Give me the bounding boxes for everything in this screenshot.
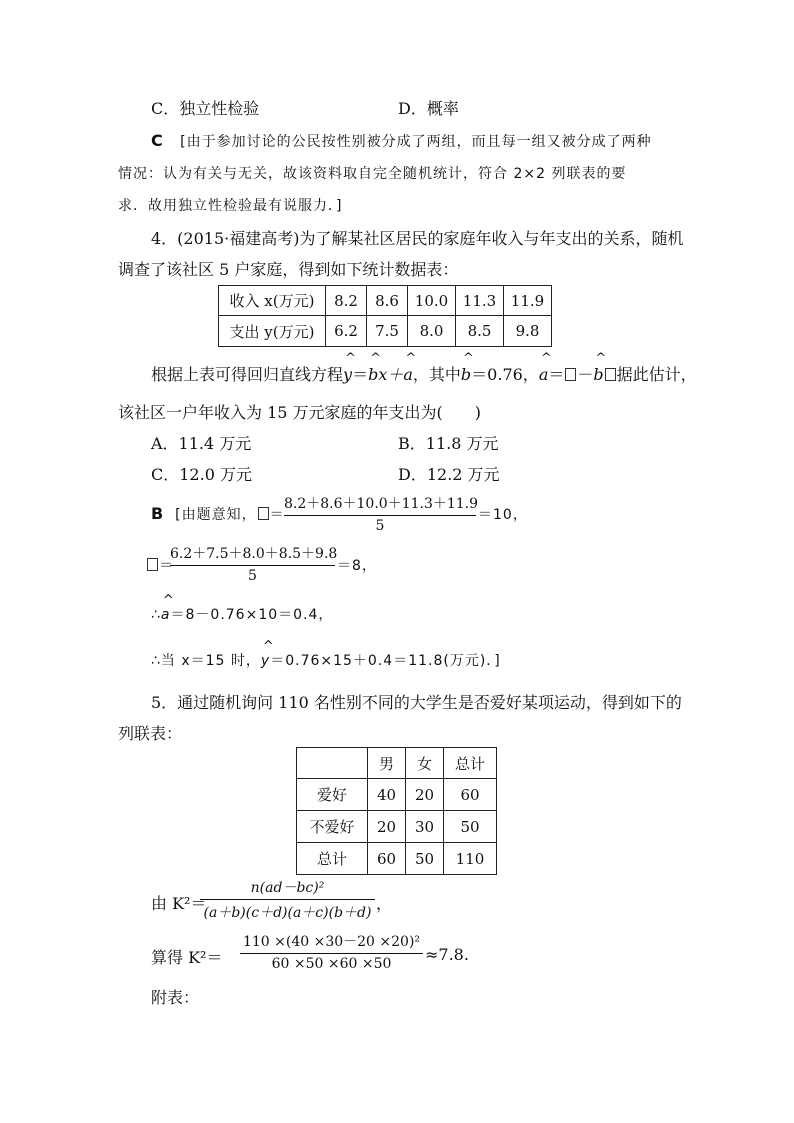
q4-text: ，其中 [412,365,461,384]
q4-line3 [151,362,697,385]
answer-letter: B [151,504,165,523]
y-hat-line [151,650,501,670]
table-cell: 11.3 [456,286,504,316]
table-cell [297,748,368,779]
q5-line2: 列联表： [118,724,183,743]
y-hat: ^ y [261,653,270,669]
x-term: x＋ [378,365,404,384]
table-cell: 30 [406,811,444,843]
b-hat: ^ b [461,365,471,384]
x-bar-placeholder [258,507,269,520]
q4-line1: 4．(2015·福建高考)为了解某社区居民的家庭年收入与年支出的关系，随机 [151,229,684,248]
table-row [297,748,497,779]
k2-calc-fraction [240,931,423,972]
denominator: 5 [248,568,257,584]
table-cell: 110 [444,843,497,875]
option-c-prev: C．独立性检验 [151,99,260,118]
option-a: A．11.4 万元 [151,434,252,453]
option-b: B．11.8 万元 [398,434,499,453]
table-cell: 7.5 [367,316,408,347]
table-row [219,316,552,347]
y-bar-placeholder [147,558,158,571]
table-cell: 8.2 [326,286,367,316]
table-cell: 8.5 [456,316,504,347]
option-d: D．12.2 万元 [398,465,500,484]
table-cell: 8.6 [367,286,408,316]
y-bar-placeholder [565,368,576,381]
table-row [219,286,552,316]
table-cell: 6.2 [326,316,367,347]
fraction-bar [200,899,375,900]
q4-text: 据此估计， [616,365,697,384]
denominator: (a＋b)(c＋d)(a＋c)(b＋d) [203,905,372,921]
k2-calc-result: ≈7.8. [425,945,469,964]
contingency-table [296,747,497,875]
table-row [297,843,497,875]
k2-formula-fraction [200,877,375,922]
table-cell: 男 [368,748,406,779]
a-hat: ^ a [161,607,171,623]
therefore-sign: ∴ [151,607,161,623]
x-bar-fraction [284,493,479,534]
table-cell: 收入 x(万元) [219,286,326,316]
b-hat: ^ b [593,365,603,384]
table-cell: 8.0 [408,316,456,347]
a-hat: ^ a [403,365,413,384]
numerator: 110 ×(40 ×30－20 ×20)² [242,934,421,950]
table-cell: 50 [406,843,444,875]
fraction-bar [284,515,476,516]
y-hat-value: ＝0.76×15＋0.4＝11.8(万元)．] [270,653,501,669]
table-cell: 9.8 [504,316,552,347]
k2-calc-prefix: 算得 K²＝ [151,948,223,967]
numerator: 6.2＋7.5＋8.0＋8.5＋9.8 [170,546,338,562]
b-hat: ^ b [368,365,378,384]
q4-line4: 该社区一户年收入为 15 万元家庭的年支出为( ) [118,403,482,422]
answer-3-line3: 求．故用独立性检验最有说服力．] [118,198,343,214]
answer-text: [由题意知， [175,507,257,523]
table-cell: 爱好 [297,779,368,811]
q4-line2: 调查了该社区 5 户家庭，得到如下统计数据表： [118,260,459,279]
table-cell: 10.0 [408,286,456,316]
a-hat: ^ a [539,365,549,384]
answer-4-intro: B [由题意知， ＝ [151,504,285,523]
y-bar-fraction [170,543,338,584]
answer-text: ∴当 x＝15 时， [151,653,261,669]
table-cell: 20 [368,811,406,843]
table-cell: 20 [406,779,444,811]
table-cell: 总计 [297,843,368,875]
y-bar-label: ＝ [146,555,174,575]
table-cell: 总计 [444,748,497,779]
denominator: 5 [375,518,385,534]
numerator: n(ad－bc)² [250,880,325,896]
answer-letter: C [151,131,164,150]
denominator: 60 ×50 ×60 ×50 [271,956,392,972]
k2-formula-suffix: ， [376,894,393,913]
answer-text: [由于参加讨论的公民按性别被分成了两组，而且每一组又被分成了两种 [180,134,652,150]
fraction-bar [240,953,423,954]
x-bar-placeholder [605,368,616,381]
table-cell: 50 [444,811,497,843]
table-cell: 40 [368,779,406,811]
income-expense-table [218,285,552,347]
fraction-bar [170,565,335,566]
answer-3-line1 [151,131,652,151]
option-c: C．12.0 万元 [151,465,252,484]
table-cell: 11.9 [504,286,552,316]
x-bar-result: ＝10， [478,507,528,523]
option-d-prev: D．概率 [398,99,459,118]
q4-text: 根据上表可得回归直线方程 [151,365,344,384]
table-cell: 60 [368,843,406,875]
eq-sign: ＝ [548,365,565,384]
table-cell: 不爱好 [297,811,368,843]
table-cell: 60 [444,779,497,811]
b-value: ＝0.76， [471,365,539,384]
appendix-label: 附表： [151,988,200,1007]
a-hat-value: ＝8－0.76×10＝0.4， [170,607,334,623]
minus-sign: － [577,365,594,384]
eq-sign: ＝ [352,365,369,384]
table-cell: 女 [406,748,444,779]
k2-formula-prefix: 由 K²＝ [151,894,207,913]
numerator: 8.2＋8.6＋10.0＋11.3＋11.9 [284,496,479,512]
y-hat: ^ y [343,365,352,384]
a-hat-line [151,604,333,624]
q5-line1: 5．通过随机询问 110 名性别不同的大学生是否爱好某项运动，得到如下的 [151,693,682,712]
y-bar-result: ＝8， [337,558,377,574]
table-row [297,779,497,811]
answer-3-line2: 情况：认为有关与无关，故该资料取自完全随机统计，符合 2×2 列联表的要 [118,166,627,182]
table-cell: 支出 y(万元) [219,316,326,347]
table-row [297,811,497,843]
